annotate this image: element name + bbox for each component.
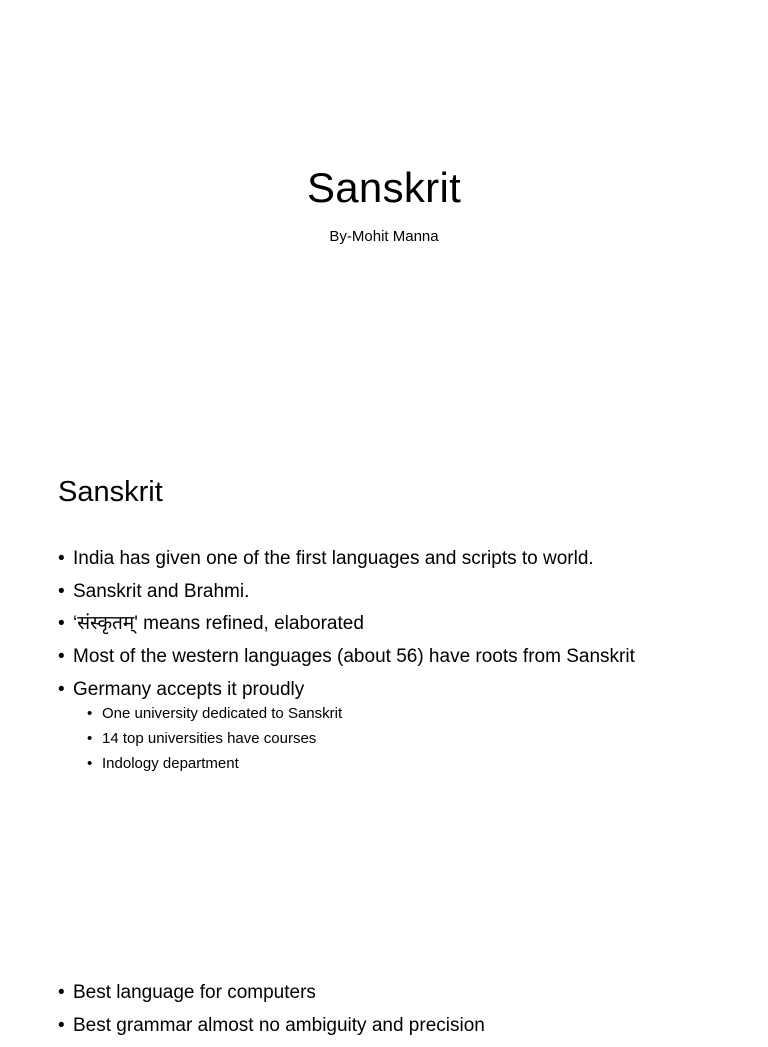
slide-title: Sanskrit [306, 164, 462, 211]
bullet-item-with-subitems [58, 679, 635, 773]
bullet-text: Germany accepts it proudly [73, 678, 305, 700]
content-slide-partial [0, 864, 768, 1036]
bullet-item: • Best language for computers [58, 982, 485, 1003]
bullet-item: • Sanskrit and Brahmi. [58, 581, 635, 602]
bullet-item: • Best grammar almost no ambiguity and precision [58, 1015, 485, 1036]
content-slide [0, 432, 768, 864]
bullet-item: • ‘संस्कृतम्' means refined, elaborated [58, 613, 635, 634]
slide-heading: Sanskrit [58, 476, 163, 508]
slide-subtitle: By-Mohit Manna [329, 228, 439, 245]
bullet-item: • Most of the western languages (about 56) have roots from Sanskrit [58, 646, 635, 667]
sub-bullet-item: • 14 top universities have courses [87, 730, 635, 748]
sub-bullet-item: • Indology department [87, 755, 635, 773]
bullet-list [58, 548, 635, 784]
bullet-list [58, 982, 485, 1047]
sub-bullet-item: • One university dedicated to Sanskrit [87, 705, 635, 723]
bullet-item: • India has given one of the first languages and scripts to world. [58, 548, 635, 569]
title-slide [0, 0, 768, 432]
sub-bullet-list [87, 705, 635, 773]
